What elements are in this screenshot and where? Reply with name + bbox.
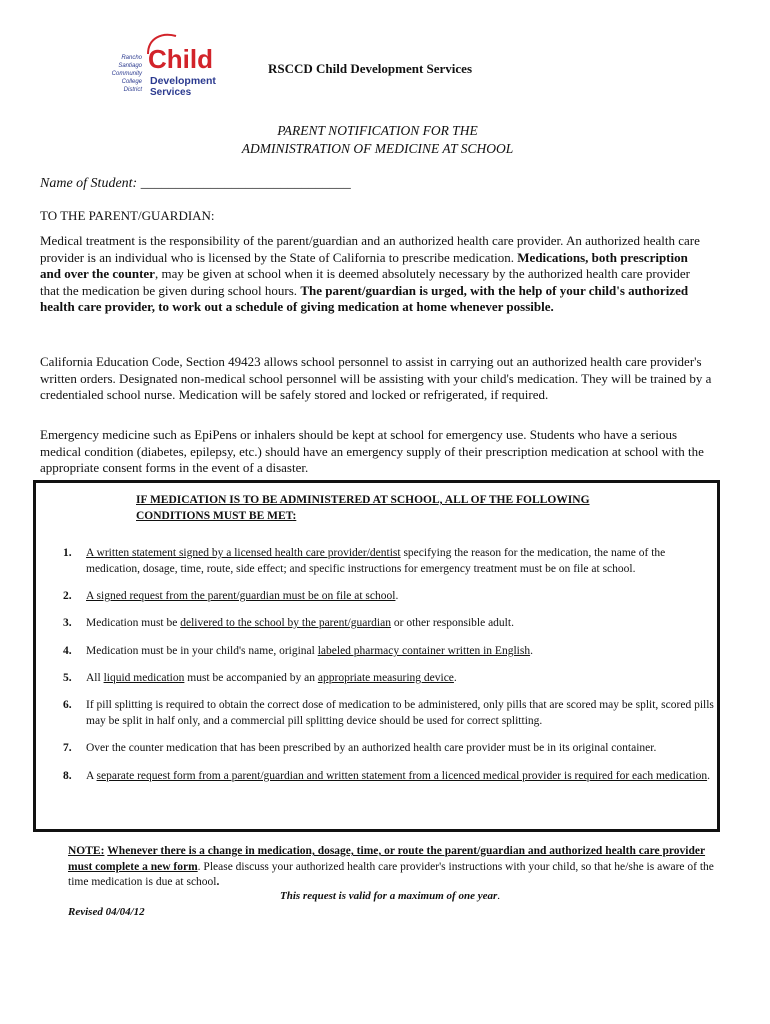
note-bold-text: Whenever there is a change in medication, dosage, time, or route the parent/guardian and authorized health care provider must complete a new form	[68, 845, 706, 873]
child-development-services-logo	[111, 30, 228, 102]
paragraph-emergency-medicine: Emergency medicine such as EpiPens or inhalers should be kept at school for emergency use. Students who have a serious medical condition (diabetes, epilepsy, etc.) should have an emergency supply of their prescription medication at school with the appropriate consent forms in the event of a disaster.	[40, 427, 704, 476]
validity-statement	[0, 890, 770, 902]
condition-text: .	[453, 672, 457, 684]
salutation: TO THE PARENT/GUARDIAN:	[40, 208, 215, 223]
condition-underlined: A signed request from the parent/guardian must be on file at school	[86, 590, 396, 602]
conditions-heading-colon: :	[292, 510, 297, 522]
title-line-1: PARENT NOTIFICATION FOR THE	[277, 123, 478, 138]
revision-date: Revised 04/04/12	[68, 906, 145, 918]
logo-side-line: Rancho	[121, 55, 142, 61]
condition-number: 1.	[63, 547, 72, 559]
student-name-field[interactable]	[40, 176, 351, 192]
condition-text: All	[86, 672, 104, 684]
condition-underlined: liquid medication	[103, 672, 185, 684]
note-end: .	[216, 876, 220, 888]
note-text: . Please discuss your authorized health care provider's instructions with your child, so that he/she is aware of the time medication is due at school	[68, 860, 714, 888]
validity-text: This request is valid for a maximum of one year	[280, 890, 498, 902]
condition-underlined: labeled pharmacy container written in English	[317, 645, 531, 657]
logo-side-line: Santiago	[118, 63, 142, 69]
condition-underlined: separate request form from a parent/guardian and written statement from a licenced medical provider is required for each	[96, 770, 656, 782]
logo-side-line: District	[123, 87, 142, 93]
paragraph-education-code: California Education Code, Section 49423 allows school personnel to assist in carrying out an authorized health care provider's written orders. Designated non-medical school personnel will be assisting with your child's medication. They will be trained by a credentialed school nurse. Medication will be safely stored and locked or refrigerated, if required.	[40, 354, 712, 403]
condition-number: 2.	[63, 590, 72, 602]
logo-word-child: Child	[148, 44, 213, 74]
condition-number: 5.	[63, 672, 72, 684]
condition-number: 7.	[63, 742, 72, 754]
student-name-blank[interactable]: ______________________________	[140, 176, 351, 191]
condition-underlined: medication	[655, 770, 708, 782]
condition-number: 8.	[63, 770, 72, 782]
student-name-label: Name of Student:	[40, 176, 138, 191]
conditions-heading	[136, 492, 696, 524]
logo-word-services: Services	[150, 87, 192, 98]
para1-text-2: , may be given at school when it is deemed absolutely necessary by the authorized health care provider that the medication be given during school hours.	[40, 266, 690, 298]
para1-bold-1: Medications, both prescription and over the counter	[40, 249, 688, 282]
condition-text: or other responsible adult.	[390, 617, 514, 629]
condition-text: A	[86, 770, 97, 782]
condition-text: Medication must be in your child's name, original	[86, 645, 318, 657]
condition-text: .	[530, 645, 533, 657]
title-line-2: ADMINISTRATION OF MEDICINE AT SCHOOL	[241, 141, 514, 156]
condition-number: 4.	[63, 645, 72, 657]
conditions-heading-line-1: IF MEDICATION IS TO BE ADMINISTERED AT SCHOOL, ALL OF THE FOLLOWING	[136, 494, 590, 506]
condition-text: .	[707, 770, 710, 782]
note-paragraph	[68, 844, 716, 891]
condition-text: Over the counter medication that has been prescribed by an authorized health care provider must be in its original container.	[86, 742, 657, 754]
logo-side-line: Community	[111, 71, 142, 77]
condition-number: 3.	[63, 617, 72, 629]
note-label: NOTE:	[68, 845, 105, 857]
validity-period: .	[497, 890, 500, 902]
condition-text: Medication must be	[86, 617, 181, 629]
condition-number: 6.	[63, 699, 72, 711]
para1-text-1: Medical treatment is the responsibility of the parent/guardian and an authorized health care provider. An authorized health care provider is an individual who is licensed by the State of California to prescribe medication.	[40, 233, 700, 265]
conditions-heading-line-2: CONDITIONS MUST BE MET	[136, 510, 293, 522]
condition-text: If pill splitting is required to obtain the correct dose of medication to be administered, only pills that are scored may be split, scored pills may be split in half only, and a commercial pill splitting device should be used for correct splitting.	[86, 699, 714, 727]
condition-text: .	[395, 590, 399, 602]
document-title	[0, 122, 755, 158]
condition-underlined: delivered to the school by the parent/guardian	[180, 617, 391, 629]
para1-bold-2: The parent/guardian is urged, with the help of your child's authorized health care provider, to work out a schedule of giving medication at home whenever possible.	[40, 282, 689, 315]
paragraph-medical-treatment	[40, 233, 712, 316]
condition-text: must be accompanied by an	[184, 672, 318, 684]
condition-underlined: appropriate measuring device	[317, 672, 454, 684]
logo-side-line: College	[121, 79, 142, 85]
logo-word-development: Development	[150, 75, 216, 87]
condition-underlined: A written statement signed by a licensed health care provider/dentist	[86, 547, 401, 559]
organization-name: RSCCD Child Development Services	[268, 61, 473, 76]
condition-text: specifying the reason for the medication, the name of the medication, dosage, time, route, side effect; and specific instructions for emergency treatment must be on file at school.	[86, 547, 666, 575]
